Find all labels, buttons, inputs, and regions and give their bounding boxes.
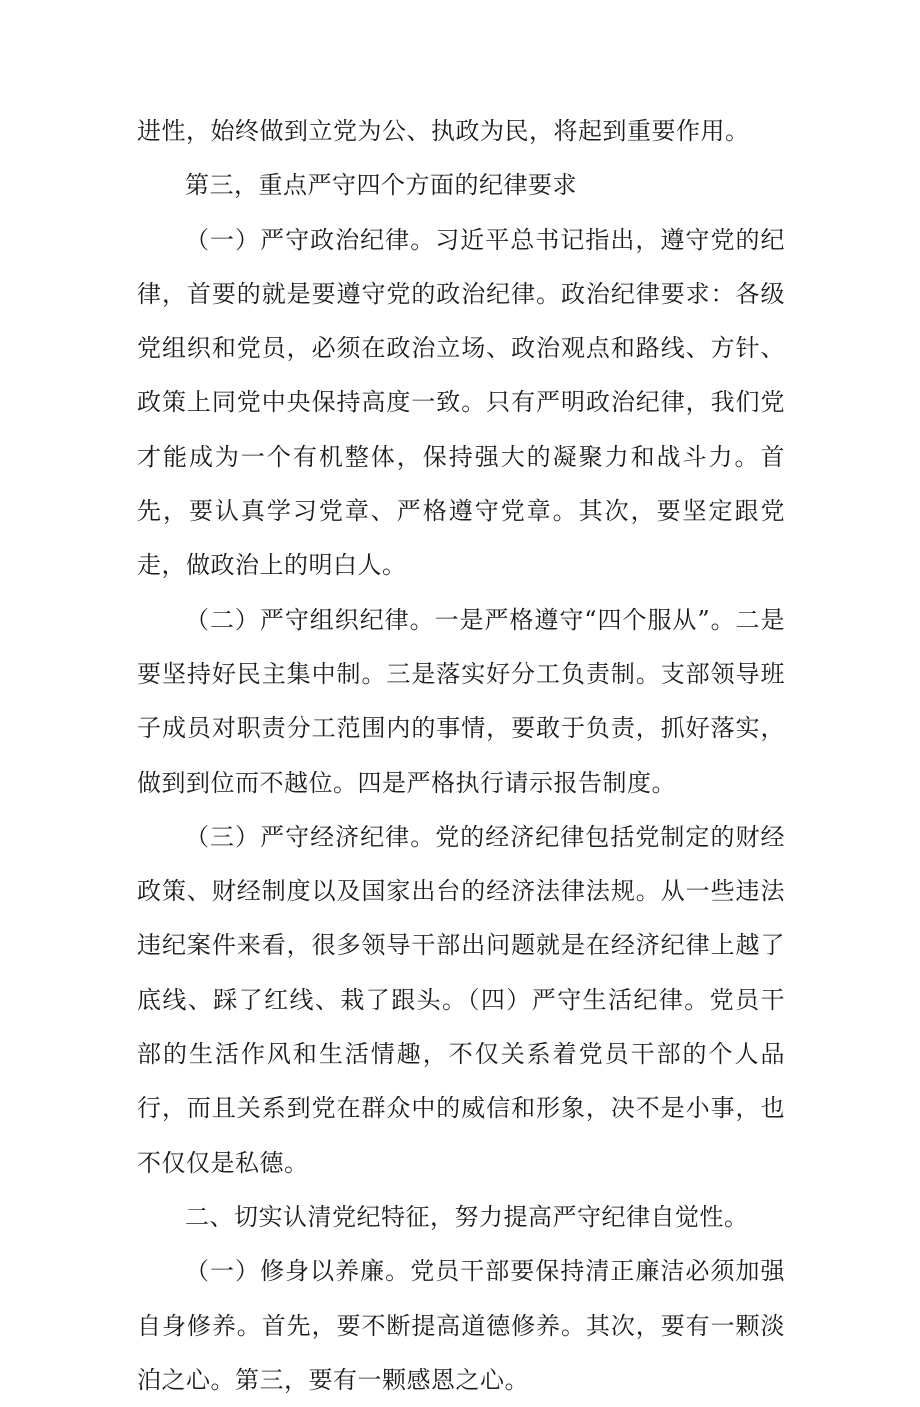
paragraph-organizational-discipline: （二）严守组织纪律。一是严格遵守“四个服从”。二是要坚持好民主集中制。三是落实好分工负责制。支部领导班子成员对职责分工范围内的事情，要敢于负责，抓好落实，做到到位而不越位。四是严格执行请示报告制度。 xyxy=(137,605,785,797)
paragraph-heading-third: 第三，重点严守四个方面的纪律要求 xyxy=(185,171,577,200)
paragraph-continuation: 进性，始终做到立党为公、执政为民，将起到重要作用。 xyxy=(137,117,750,145)
document-body xyxy=(137,104,785,1407)
paragraph-section-two-heading: 二、切实认清党纪特征，努力提高严守纪律自觉性。 xyxy=(185,1202,749,1231)
paragraph-political-discipline: （一）严守政治纪律。习近平总书记指出，遵守党的纪律，首要的就是要遵守党的政治纪律。政治纪律要求：各级党组织和党员，必须在政治立场、政治观点和路线、方针、政策上同党中央保持高度一致。只有严明政治纪律，我们党才能成为一个有机整体，保持强大的凝聚力和战斗力。首先，要认真学习党章、严格遵守党章。其次，要坚定跟党走，做政治上的明白人。 xyxy=(137,225,785,580)
paragraph-self-cultivation: （一）修身以养廉。党员干部要保持清正廉洁必须加强自身修养。首先，要不断提高道德修养。其次，要有一颗淡泊之心。第三，要有一颗感恩之心。 xyxy=(137,1257,785,1394)
paragraph-economic-discipline: （三）严守经济纪律。党的经济纪律包括党制定的财经政策、财经制度以及国家出台的经济法律法规。从一些违法违纪案件来看，很多领导干部出问题就是在经济纪律上越了底线、踩了红线、栽了跟头。（四）严守生活纪律。党员干部的生活作风和生活情趣，不仅关系着党员干部的个人品行，而且关系到党在群众中的威信和形象，决不是小事，也不仅仅是私德。 xyxy=(137,822,785,1177)
